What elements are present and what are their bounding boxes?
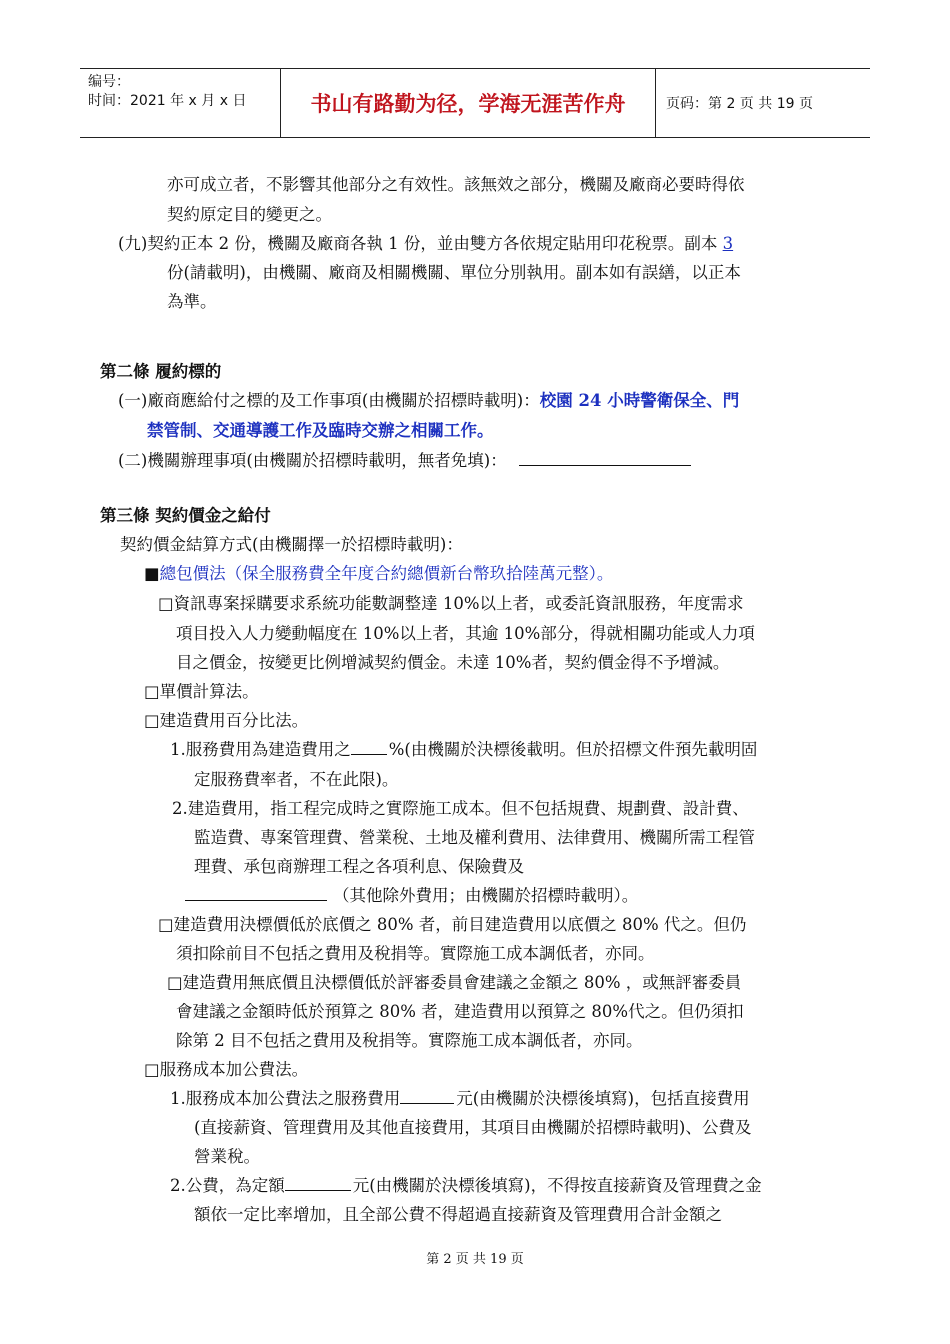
text-line: 額依一定比率增加，且全部公費不得超過直接薪資及管理費用合計金額之 bbox=[194, 1205, 722, 1224]
text-line: (直接薪資、管理費用及其他直接費用，其項目由機關於招標時載明)、公費及 bbox=[194, 1118, 752, 1137]
text-line: □建造費用無底價且決標價低於評審委員會建議之金額之 80% ，或無評審委員 bbox=[167, 973, 742, 992]
option-cost-plus: □服務成本加公費法。 bbox=[144, 1060, 309, 1079]
text-line: 理費、承包商辦理工程之各項利息、保險費及 bbox=[194, 857, 524, 876]
fill-blank[interactable] bbox=[185, 886, 327, 901]
highlight-text: 校園 24 小時警衛保全、門 bbox=[539, 391, 740, 410]
text-line bbox=[170, 1089, 750, 1109]
fill-blank[interactable] bbox=[351, 740, 387, 755]
number-label: 编号： bbox=[88, 74, 130, 90]
text-line: 會建議之金額時低於預算之 80% 者，建造費用以預算之 80%代之。但仍須扣 bbox=[176, 1002, 744, 1021]
text-line: (九)契約正本 2 份，機關及廠商各執 1 份，並由雙方各依規定貼用印花稅票。副本 bbox=[118, 234, 723, 253]
text-line: 須扣除前目不包括之費用及稅捐等。實際施工成本調低者，亦同。 bbox=[176, 944, 655, 963]
text-line: (一)廠商應給付之標的及工作事項(由機關於招標時載明)： bbox=[118, 391, 540, 410]
header-motto: 书山有路勤为径，学海无涯苦作舟 bbox=[280, 69, 656, 137]
text-line: 定服務費率者，不在此限)。 bbox=[194, 770, 399, 789]
clause-9 bbox=[118, 234, 733, 254]
highlight-text: 總包價法（保全服務費全年度合約總價新台幣玖拾陸萬元整）。 bbox=[159, 564, 614, 583]
article-2-heading: 第二條 履約標的 bbox=[100, 362, 222, 381]
date-label: 时间：2021 年 x 月 x 日 bbox=[88, 93, 247, 109]
text-line bbox=[170, 1176, 762, 1196]
text-line: (二)機關辦理事項(由機關於招標時載明，無者免填)： bbox=[118, 451, 507, 470]
text-line bbox=[170, 740, 757, 760]
text-line: 元(由機關於決標後填寫)，包括直接費用 bbox=[456, 1089, 750, 1108]
text-line bbox=[185, 886, 638, 906]
text-line: 1.服務成本加公費法之服務費用 bbox=[170, 1089, 401, 1108]
text-line: 監造費、專案管理費、營業稅、土地及權利費用、法律費用、機關所需工程管 bbox=[194, 828, 755, 847]
text-line: 2.公費，為定額 bbox=[170, 1176, 285, 1195]
page-header bbox=[80, 68, 870, 138]
text-line: □資訊專案採購要求系統功能數調整達 10%以上者，或委託資訊服務，年度需求 bbox=[158, 594, 744, 613]
page-footer: 第 2 页 共 19 页 bbox=[426, 1252, 524, 1267]
copies-link[interactable]: 3 bbox=[722, 234, 734, 253]
text-line: □建造費用決標價低於底價之 80% 者，前目建造費用以底價之 80% 代之。但仍 bbox=[158, 915, 747, 934]
clause-2-2 bbox=[118, 451, 691, 471]
text-line: 1.服務費用為建造費用之 bbox=[170, 740, 351, 759]
checked-box-icon[interactable]: ■ bbox=[144, 564, 160, 583]
text-line: 目之價金，按變更比例增減契約價金。未達 10%者，契約價金得不予增減。 bbox=[176, 653, 730, 672]
text-line: （其他除外費用；由機關於招標時載明）。 bbox=[333, 886, 639, 905]
text-line: 元(由機關於決標後填寫)，不得按直接薪資及管理費之金 bbox=[352, 1176, 762, 1195]
fill-blank[interactable] bbox=[285, 1176, 351, 1191]
text-line: 亦可成立者，不影響其他部分之有效性。該無效之部分，機關及廠商必要時得依 bbox=[167, 175, 745, 194]
fill-blank[interactable] bbox=[519, 451, 691, 466]
clause-2-1 bbox=[118, 391, 739, 411]
option-construction-pct: □建造費用百分比法。 bbox=[144, 711, 309, 730]
text-line: 項目投入人力變動幅度在 10%以上者，其逾 10%部分，得就相關功能或人力項 bbox=[176, 624, 755, 643]
text-line: 營業稅。 bbox=[194, 1147, 260, 1166]
text-line: 2.建造費用，指工程完成時之實際施工成本。但不包括規費、規劃費、設計費、 bbox=[172, 799, 749, 818]
fill-blank[interactable] bbox=[400, 1089, 454, 1104]
text-line: 契約原定目的變更之。 bbox=[167, 205, 332, 224]
text-line: 份(請載明)，由機關、廠商及相關機關、單位分別執用。副本如有誤繕，以正本 bbox=[167, 263, 741, 282]
text-line: %(由機關於決標後載明。但於招標文件預先載明固 bbox=[388, 740, 758, 759]
text-line: 契約價金結算方式(由機關擇一於招標時載明)： bbox=[120, 535, 463, 554]
highlight-text: 禁管制、交通導護工作及臨時交辦之相關工作。 bbox=[147, 421, 494, 440]
text-line: 除第 2 目不包括之費用及稅捐等。實際施工成本調低者，亦同。 bbox=[176, 1031, 643, 1050]
text-line: 為準。 bbox=[167, 292, 217, 311]
header-page-info: 页码：第 2 页 共 19 页 bbox=[666, 96, 813, 112]
option-lump-sum bbox=[144, 564, 613, 584]
option-unit-price: □單價計算法。 bbox=[144, 682, 259, 701]
article-3-heading: 第三條 契約價金之給付 bbox=[100, 506, 271, 525]
header-meta bbox=[80, 69, 280, 137]
